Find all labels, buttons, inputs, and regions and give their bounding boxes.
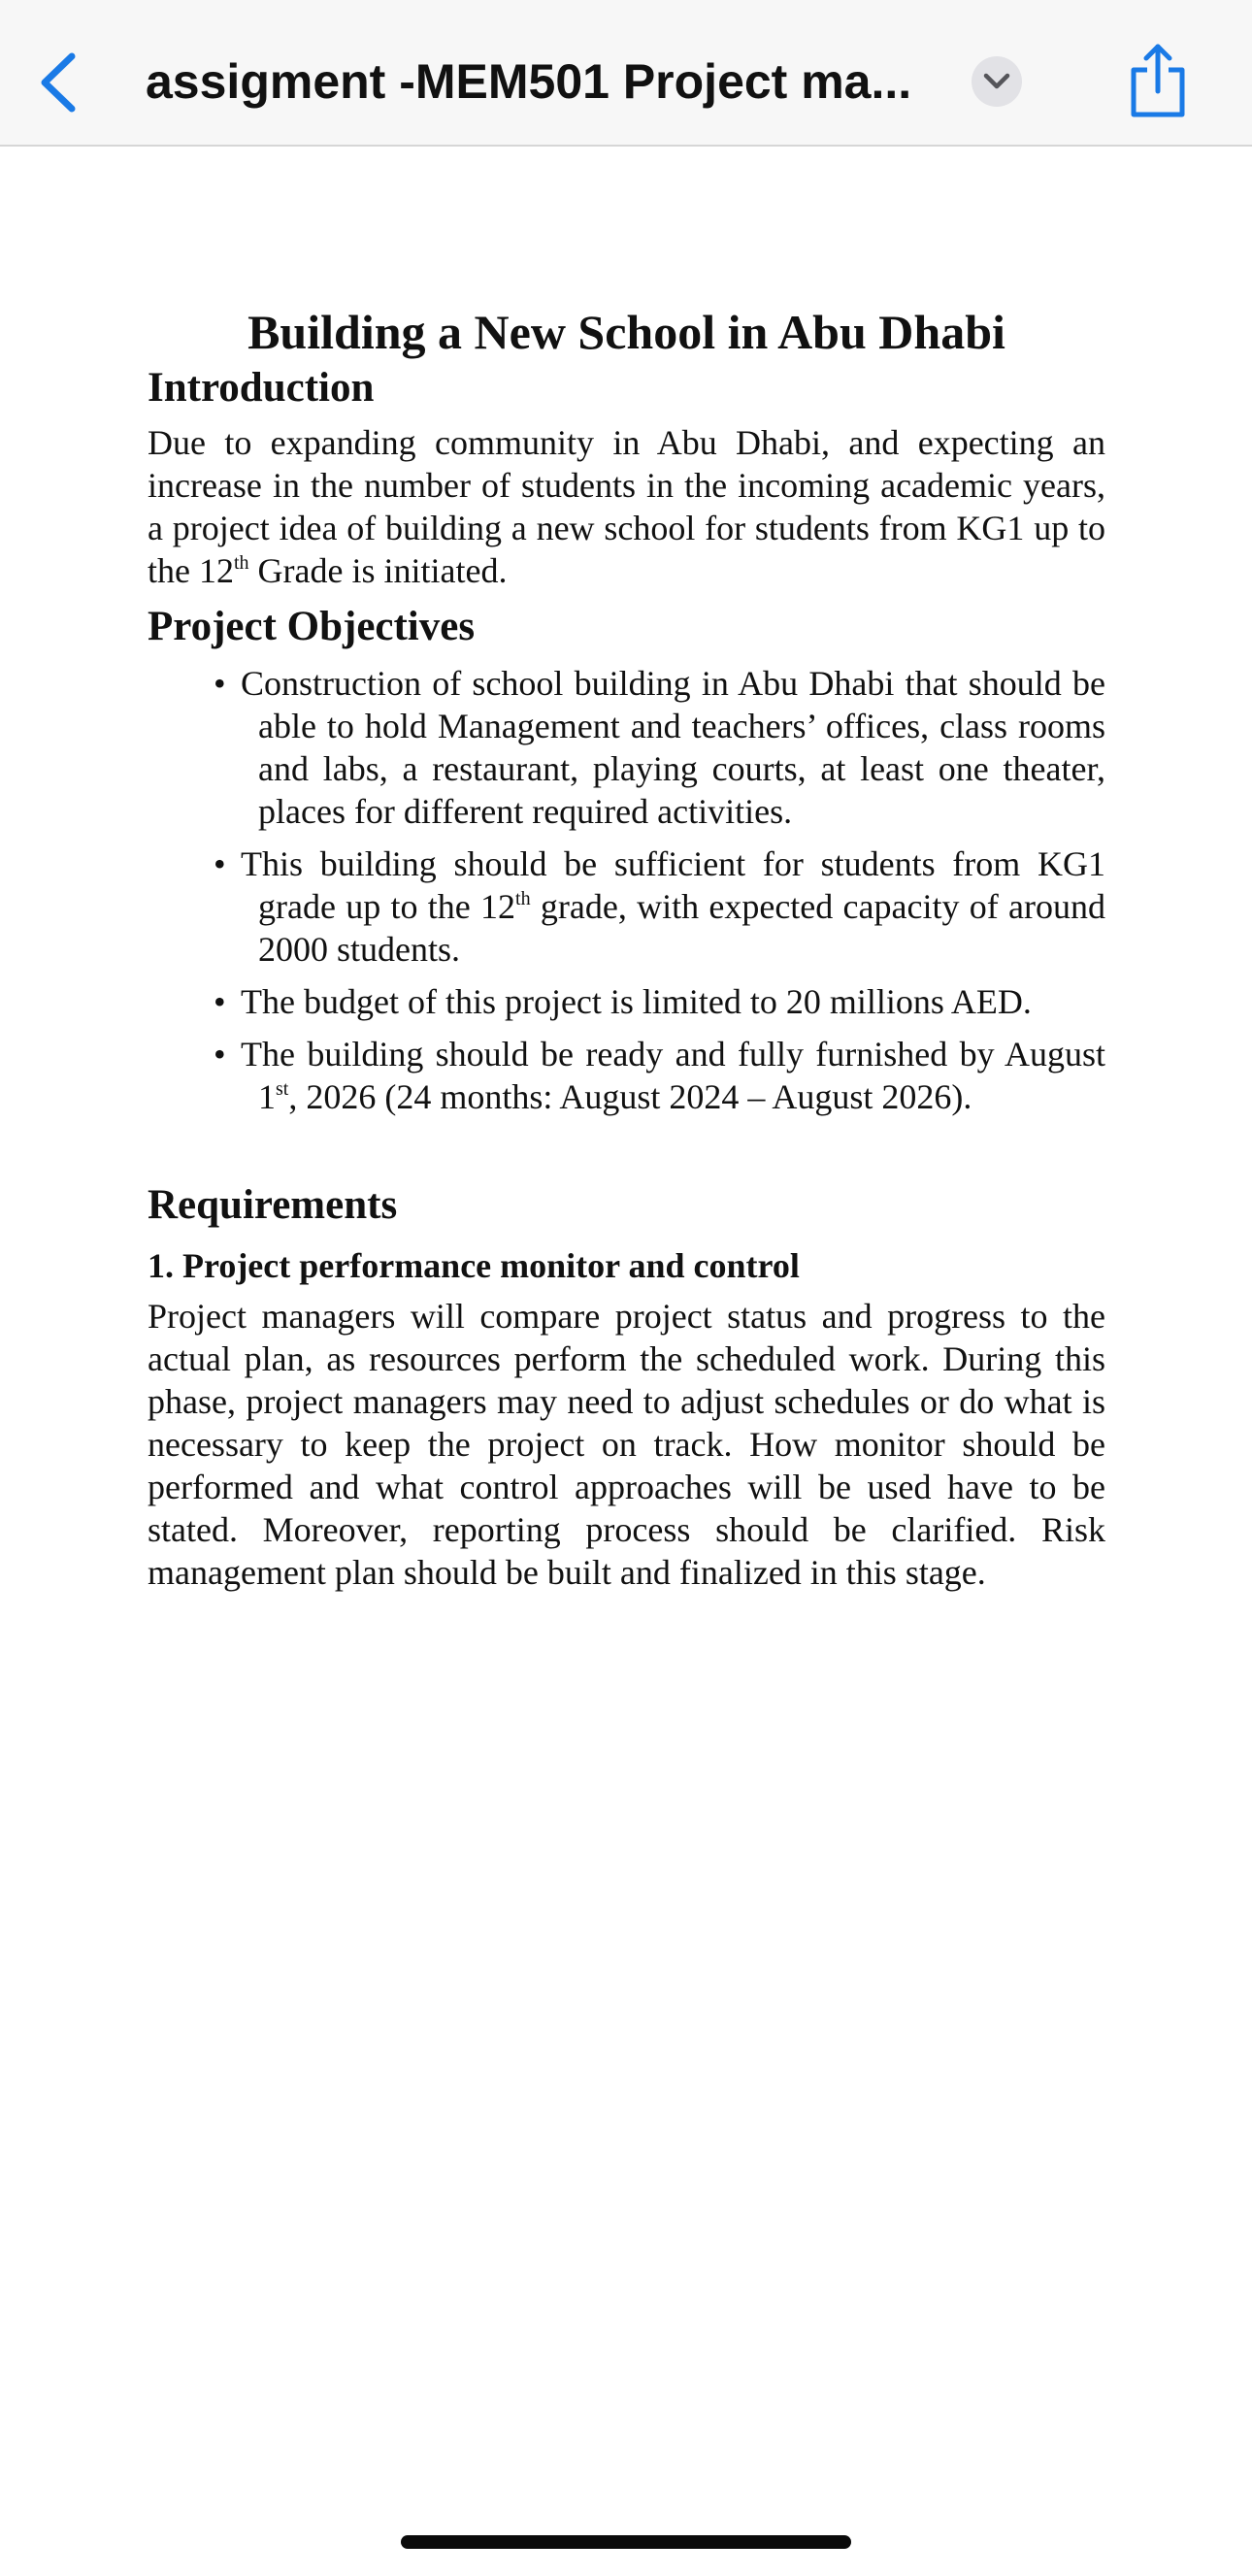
chevron-down-icon <box>983 73 1010 90</box>
objective-text-b: grade, with expected capacity of around 2000 students. <box>258 887 1105 969</box>
objective-text: Construction of school building in Abu Dhabi that should be able to hold Management and teachers’ offices, class rooms and labs, a restaurant, playing courts, at least one theater, places for different required activities. <box>241 664 1105 831</box>
bullet-icon: • <box>214 1035 226 1073</box>
navigation-bar <box>0 0 1252 147</box>
introduction-heading: Introduction <box>148 365 375 411</box>
requirement-1-heading: 1. Project performance monitor and control <box>148 1246 800 1285</box>
intro-superscript: th <box>233 552 249 574</box>
requirement-1-paragraph: Project managers will compare project status and progress to the actual plan, as resources perform the scheduled work. During this phase, project managers may need to adjust schedules or do what is necessary to keep the project on track. How monitor should be performed and what control approaches will be used have to be stated. Moreover, reporting process should be clarified. Risk management plan should be built and finalized in this stage. <box>148 1297 1105 1592</box>
share-icon <box>1128 43 1188 118</box>
list-item <box>148 842 1105 971</box>
intro-text-a: Due to expanding community in Abu Dhabi, and expecting an increase in the number of students in the incoming academic years, a project idea of building a new school for students from KG1 up to the 12 <box>148 423 1105 590</box>
list-item <box>148 980 1105 1023</box>
objective-superscript: th <box>515 888 531 909</box>
bullet-icon: • <box>214 982 226 1021</box>
title-menu-button[interactable] <box>972 56 1022 107</box>
objectives-list <box>148 662 1105 1118</box>
share-button[interactable] <box>1126 41 1190 120</box>
home-indicator[interactable] <box>401 2535 851 2549</box>
objective-text-b: , 2026 (24 months: August 2024 – August 2026). <box>288 1077 972 1116</box>
document-heading: Building a New School in Abu Dhabi <box>247 305 1005 359</box>
bullet-icon: • <box>214 844 226 883</box>
document-page <box>148 291 1105 1594</box>
objective-text-a: This building should be sufficient for students from KG1 grade up to the 12 <box>241 844 1105 926</box>
list-item <box>148 662 1105 833</box>
chevron-left-icon <box>39 52 78 113</box>
requirements-heading: Requirements <box>148 1182 398 1228</box>
document-title[interactable]: assigment -MEM501 Project ma... <box>146 54 912 109</box>
objective-text: The budget of this project is limited to 20 millions AED. <box>241 982 1032 1021</box>
bullet-icon: • <box>214 664 226 703</box>
objectives-heading: Project Objectives <box>148 604 476 649</box>
list-item <box>148 1033 1105 1118</box>
intro-text-b: Grade is initiated. <box>248 551 508 590</box>
objective-superscript: st <box>276 1078 289 1100</box>
objective-text-a: The building should be ready and fully furnished by August 1 <box>241 1035 1105 1116</box>
back-button[interactable] <box>29 44 87 121</box>
introduction-paragraph <box>148 421 1105 592</box>
